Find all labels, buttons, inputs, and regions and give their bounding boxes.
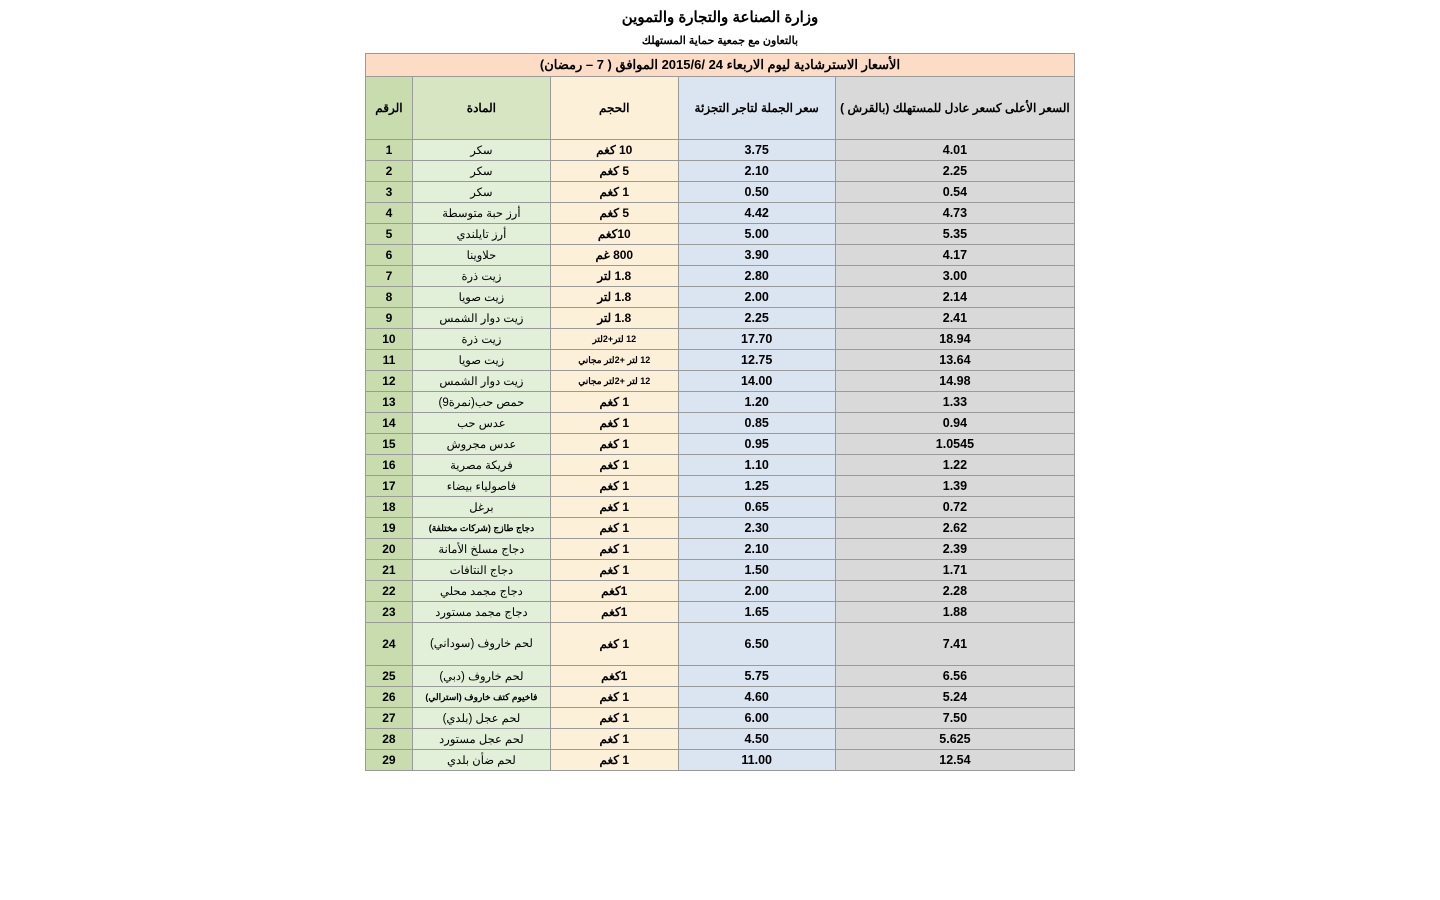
cooperation-subtitle: بالتعاون مع جمعية حماية المستهلك [641, 35, 799, 47]
cell-size: 1.8 لتر [551, 308, 679, 329]
cell-item-name: أرز تايلندي [412, 224, 550, 245]
table-row [366, 140, 1075, 161]
table-row [366, 224, 1075, 245]
cell-item-name: دجاج مجمد محلي [412, 581, 550, 602]
cell-item-name: دجاج النتافات [412, 560, 550, 581]
cell-retail-price: 1.39 [835, 476, 1074, 497]
cell-item-name: لحم خاروف (سوداني) [412, 623, 550, 666]
cell-retail-price: 1.22 [835, 455, 1074, 476]
cell-size: 5 كغم [551, 161, 679, 182]
cell-retail-price: 0.94 [835, 413, 1074, 434]
table-row [366, 434, 1075, 455]
cell-row-number: 22 [366, 581, 413, 602]
column-header-wholesale: سعر الجملة لتاجر التجزئة [678, 77, 835, 140]
cell-size: 1 كغم [551, 182, 679, 203]
cell-row-number: 21 [366, 560, 413, 581]
cell-row-number: 29 [366, 750, 413, 771]
cell-wholesale-price: 0.50 [678, 182, 835, 203]
cell-retail-price: 7.50 [835, 708, 1074, 729]
cell-item-name: حمص حب(نمرة9) [412, 392, 550, 413]
cell-retail-price: 18.94 [835, 329, 1074, 350]
cell-item-name: فاخيوم كتف خاروف (استرالي) [412, 687, 550, 708]
table-row [366, 666, 1075, 687]
table-row [366, 687, 1075, 708]
cell-wholesale-price: 12.75 [678, 350, 835, 371]
table-banner-row [366, 54, 1075, 77]
cell-wholesale-price: 2.10 [678, 161, 835, 182]
cell-wholesale-price: 2.30 [678, 518, 835, 539]
cell-size: 12 لتر +2لتر مجاني [551, 371, 679, 392]
cell-row-number: 3 [366, 182, 413, 203]
cell-retail-price: 4.17 [835, 245, 1074, 266]
price-table-container [365, 53, 1075, 771]
table-row [366, 750, 1075, 771]
cell-row-number: 10 [366, 329, 413, 350]
cell-item-name: دجاج مجمد مستورد [412, 602, 550, 623]
table-row [366, 287, 1075, 308]
cell-item-name: دجاج مسلخ الأمانة [412, 539, 550, 560]
table-row [366, 560, 1075, 581]
cell-size: 1 كغم [551, 539, 679, 560]
cell-row-number: 7 [366, 266, 413, 287]
cell-item-name: لحم خاروف (دبي) [412, 666, 550, 687]
cell-wholesale-price: 2.00 [678, 581, 835, 602]
cell-retail-price: 1.33 [835, 392, 1074, 413]
cell-wholesale-price: 0.65 [678, 497, 835, 518]
document-header [0, 0, 1440, 47]
cell-row-number: 12 [366, 371, 413, 392]
cell-item-name: زيت صويا [412, 350, 550, 371]
cell-size: 1كغم [551, 666, 679, 687]
cell-wholesale-price: 3.90 [678, 245, 835, 266]
cell-item-name: سكر [412, 140, 550, 161]
cell-retail-price: 12.54 [835, 750, 1074, 771]
table-row [366, 581, 1075, 602]
cell-wholesale-price: 0.85 [678, 413, 835, 434]
cell-size: 1 كغم [551, 392, 679, 413]
table-row [366, 518, 1075, 539]
cell-row-number: 24 [366, 623, 413, 666]
cell-retail-price: 2.28 [835, 581, 1074, 602]
column-header-item: المادة [412, 77, 550, 140]
cell-wholesale-price: 1.10 [678, 455, 835, 476]
price-table [365, 53, 1075, 771]
cell-row-number: 23 [366, 602, 413, 623]
cell-retail-price: 2.41 [835, 308, 1074, 329]
cell-item-name: زيت ذرة [412, 266, 550, 287]
cell-retail-price: 2.62 [835, 518, 1074, 539]
table-row [366, 308, 1075, 329]
cell-size: 1 كغم [551, 413, 679, 434]
cell-retail-price: 0.54 [835, 182, 1074, 203]
column-header-size: الحجم [551, 77, 679, 140]
cell-size: 10 كغم [551, 140, 679, 161]
table-banner: الأسعار الاسترشادية ليوم الاربعاء 24 /2015/6 الموافق ( 7 – رمضان) [366, 54, 1075, 77]
table-row [366, 729, 1075, 750]
table-row [366, 329, 1075, 350]
cell-item-name: زيت صويا [412, 287, 550, 308]
cell-retail-price: 2.14 [835, 287, 1074, 308]
table-row [366, 455, 1075, 476]
cell-wholesale-price: 1.50 [678, 560, 835, 581]
column-header-retail: السعر الأعلى كسعر عادل للمستهلك (بالقرش ) [835, 77, 1074, 140]
table-row [366, 602, 1075, 623]
cell-wholesale-price: 17.70 [678, 329, 835, 350]
cell-item-name: حلاوينا [412, 245, 550, 266]
cell-item-name: سكر [412, 182, 550, 203]
table-row [366, 413, 1075, 434]
cell-wholesale-price: 2.10 [678, 539, 835, 560]
cell-retail-price: 5.625 [835, 729, 1074, 750]
cell-wholesale-price: 6.00 [678, 708, 835, 729]
table-row [366, 539, 1075, 560]
cell-row-number: 18 [366, 497, 413, 518]
cell-retail-price: 2.25 [835, 161, 1074, 182]
table-row [366, 392, 1075, 413]
cell-row-number: 17 [366, 476, 413, 497]
page-title: وزارة الصناعة والتجارة والتموين [621, 9, 819, 26]
table-row [366, 182, 1075, 203]
cell-retail-price: 0.72 [835, 497, 1074, 518]
cell-row-number: 28 [366, 729, 413, 750]
cell-wholesale-price: 14.00 [678, 371, 835, 392]
cell-row-number: 13 [366, 392, 413, 413]
cell-item-name: زيت ذرة [412, 329, 550, 350]
cell-size: 1.8 لتر [551, 287, 679, 308]
cell-retail-price: 5.24 [835, 687, 1074, 708]
cell-retail-price: 3.00 [835, 266, 1074, 287]
table-row [366, 708, 1075, 729]
cell-item-name: زيت دوار الشمس [412, 371, 550, 392]
cell-row-number: 8 [366, 287, 413, 308]
cell-item-name: فريكة مصرية [412, 455, 550, 476]
cell-size: 10كغم [551, 224, 679, 245]
cell-size: 1 كغم [551, 518, 679, 539]
cell-item-name: عدس حب [412, 413, 550, 434]
table-row [366, 350, 1075, 371]
cell-size: 5 كغم [551, 203, 679, 224]
table-row [366, 203, 1075, 224]
cell-retail-price: 4.01 [835, 140, 1074, 161]
cell-wholesale-price: 4.60 [678, 687, 835, 708]
cell-item-name: لحم عجل مستورد [412, 729, 550, 750]
cell-size: 1كغم [551, 581, 679, 602]
cell-size: 1 كغم [551, 687, 679, 708]
cell-wholesale-price: 11.00 [678, 750, 835, 771]
cell-item-name: لحم عجل (بلدي) [412, 708, 550, 729]
cell-size: 1 كغم [551, 476, 679, 497]
table-row [366, 161, 1075, 182]
cell-size: 1 كغم [551, 750, 679, 771]
cell-item-name: عدس مجروش [412, 434, 550, 455]
cell-item-name: دجاج طازج (شركات مختلفة) [412, 518, 550, 539]
cell-size: 1 كغم [551, 455, 679, 476]
cell-size: 1 كغم [551, 623, 679, 666]
table-row [366, 476, 1075, 497]
cell-size: 800 غم [551, 245, 679, 266]
cell-wholesale-price: 1.25 [678, 476, 835, 497]
cell-item-name: لحم ضأن بلدي [412, 750, 550, 771]
cell-row-number: 16 [366, 455, 413, 476]
table-body [366, 140, 1075, 771]
cell-size: 1 كغم [551, 560, 679, 581]
cell-retail-price: 7.41 [835, 623, 1074, 666]
cell-size: 1.8 لتر [551, 266, 679, 287]
cell-retail-price: 1.71 [835, 560, 1074, 581]
cell-retail-price: 4.73 [835, 203, 1074, 224]
cell-wholesale-price: 1.65 [678, 602, 835, 623]
cell-item-name: أرز حبة متوسطة [412, 203, 550, 224]
table-row [366, 623, 1075, 666]
cell-row-number: 14 [366, 413, 413, 434]
cell-wholesale-price: 3.75 [678, 140, 835, 161]
cell-item-name: فاصولياء بيضاء [412, 476, 550, 497]
cell-retail-price: 1.88 [835, 602, 1074, 623]
cell-wholesale-price: 2.80 [678, 266, 835, 287]
cell-row-number: 4 [366, 203, 413, 224]
cell-row-number: 2 [366, 161, 413, 182]
cell-row-number: 15 [366, 434, 413, 455]
cell-size: 1 كغم [551, 497, 679, 518]
cell-wholesale-price: 5.00 [678, 224, 835, 245]
cell-wholesale-price: 2.00 [678, 287, 835, 308]
cell-wholesale-price: 1.20 [678, 392, 835, 413]
cell-row-number: 25 [366, 666, 413, 687]
cell-size: 1 كغم [551, 729, 679, 750]
cell-wholesale-price: 4.50 [678, 729, 835, 750]
cell-wholesale-price: 5.75 [678, 666, 835, 687]
cell-item-name: برغل [412, 497, 550, 518]
cell-size: 1 كغم [551, 434, 679, 455]
cell-size: 1كغم [551, 602, 679, 623]
cell-retail-price: 5.35 [835, 224, 1074, 245]
cell-wholesale-price: 2.25 [678, 308, 835, 329]
cell-row-number: 5 [366, 224, 413, 245]
cell-item-name: زيت دوار الشمس [412, 308, 550, 329]
table-row [366, 266, 1075, 287]
cell-retail-price: 13.64 [835, 350, 1074, 371]
cell-row-number: 20 [366, 539, 413, 560]
cell-item-name: سكر [412, 161, 550, 182]
cell-retail-price: 2.39 [835, 539, 1074, 560]
table-header-row [366, 77, 1075, 140]
column-header-number: الرقم [366, 77, 413, 140]
cell-row-number: 6 [366, 245, 413, 266]
cell-retail-price: 1.0545 [835, 434, 1074, 455]
cell-row-number: 11 [366, 350, 413, 371]
cell-wholesale-price: 6.50 [678, 623, 835, 666]
cell-row-number: 9 [366, 308, 413, 329]
cell-size: 1 كغم [551, 708, 679, 729]
cell-wholesale-price: 4.42 [678, 203, 835, 224]
cell-size: 12 لتر +2لتر مجاني [551, 350, 679, 371]
cell-size: 12 لتر+2لتر [551, 329, 679, 350]
cell-row-number: 27 [366, 708, 413, 729]
table-row [366, 497, 1075, 518]
table-row [366, 371, 1075, 392]
cell-wholesale-price: 0.95 [678, 434, 835, 455]
cell-retail-price: 14.98 [835, 371, 1074, 392]
table-row [366, 245, 1075, 266]
cell-row-number: 1 [366, 140, 413, 161]
cell-row-number: 26 [366, 687, 413, 708]
cell-row-number: 19 [366, 518, 413, 539]
cell-retail-price: 6.56 [835, 666, 1074, 687]
